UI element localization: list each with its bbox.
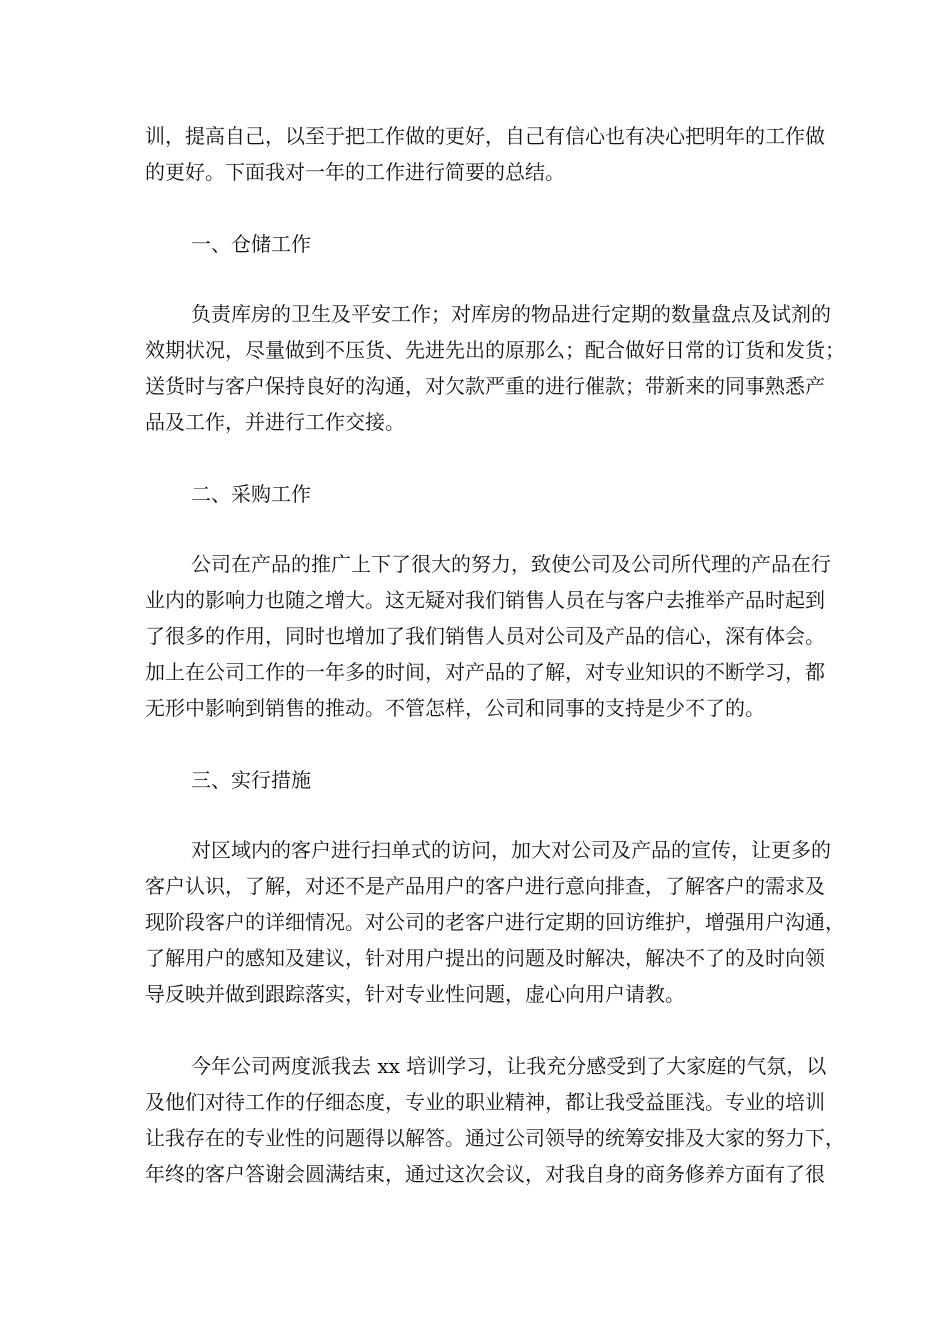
- section-heading-storage: [145, 226, 805, 262]
- text-line: 了解用户的感知及建议，针对用户提出的问题及时解决，解决不了的及时向领: [145, 946, 825, 970]
- intro-paragraph: [145, 118, 825, 190]
- text-line: 今年公司两度派我去 xx 培训学习，让我充分感受到了大家庭的气氛，以: [191, 1054, 827, 1078]
- text-line: 让我存在的专业性的问题得以解答。通过公司领导的统筹安排及大家的努力下，: [145, 1126, 845, 1150]
- text-line: 训，提高自己，以至于把工作做的更好，自己有信心也有决心把明年的工作做: [145, 124, 825, 148]
- text-line: 了很多的作用，同时也增加了我们销售人员对公司及产品的信心，深有体会。: [145, 624, 825, 648]
- paragraph-storage: [145, 296, 845, 440]
- heading-text: 三、实行措施: [191, 768, 311, 792]
- text-line: 及他们对待工作的仔细态度，专业的职业精神，都让我受益匪浅。专业的培训: [145, 1090, 825, 1114]
- text-line: 效期状况，尽量做到不压货、先进先出的原那么；配合做好日常的订货和发货；: [145, 338, 845, 362]
- paragraph-purchasing: [145, 546, 831, 726]
- section-heading-measures: [145, 762, 805, 798]
- text-line: 送货时与客户保持良好的沟通，对欠款严重的进行催款；带新来的同事熟悉产: [145, 374, 825, 398]
- text-line: 现阶段客户的详细情况。对公司的老客户进行定期的回访维护，增强用户沟通，: [145, 910, 845, 934]
- text-line: 年终的客户答谢会圆满结束，通过这次会议，对我自身的商务修养方面有了很: [145, 1162, 825, 1186]
- text-line: 公司在产品的推广上下了很大的努力，致使公司及公司所代理的产品在行: [191, 552, 831, 576]
- heading-text: 一、仓储工作: [191, 232, 311, 256]
- text-line: 导反映并做到跟踪落实，针对专业性问题，虚心向用户请教。: [145, 982, 685, 1006]
- section-heading-purchasing: [145, 476, 805, 512]
- text-line: 对区域内的客户进行扫单式的访问，加大对公司及产品的宣传，让更多的: [191, 838, 831, 862]
- text-line: 业内的影响力也随之增大。这无疑对我们销售人员在与客户去推举产品时起到: [145, 588, 825, 612]
- text-line: 负责库房的卫生及平安工作；对库房的物品进行定期的数量盘点及试剂的: [191, 302, 831, 326]
- paragraph-measures: [145, 832, 845, 1012]
- text-line: 的更好。下面我对一年的工作进行简要的总结。: [145, 160, 565, 184]
- text-line: 无形中影响到销售的推动。不管怎样，公司和同事的支持是少不了的。: [145, 696, 765, 720]
- paragraph-closing: [145, 1048, 845, 1192]
- text-line: 品及工作，并进行工作交接。: [145, 410, 405, 434]
- heading-text: 二、采购工作: [191, 482, 311, 506]
- text-line: 客户认识，了解，对还不是产品用户的客户进行意向排查，了解客户的需求及: [145, 874, 825, 898]
- text-line: 加上在公司工作的一年多的时间，对产品的了解，对专业知识的不断学习，都: [145, 660, 825, 684]
